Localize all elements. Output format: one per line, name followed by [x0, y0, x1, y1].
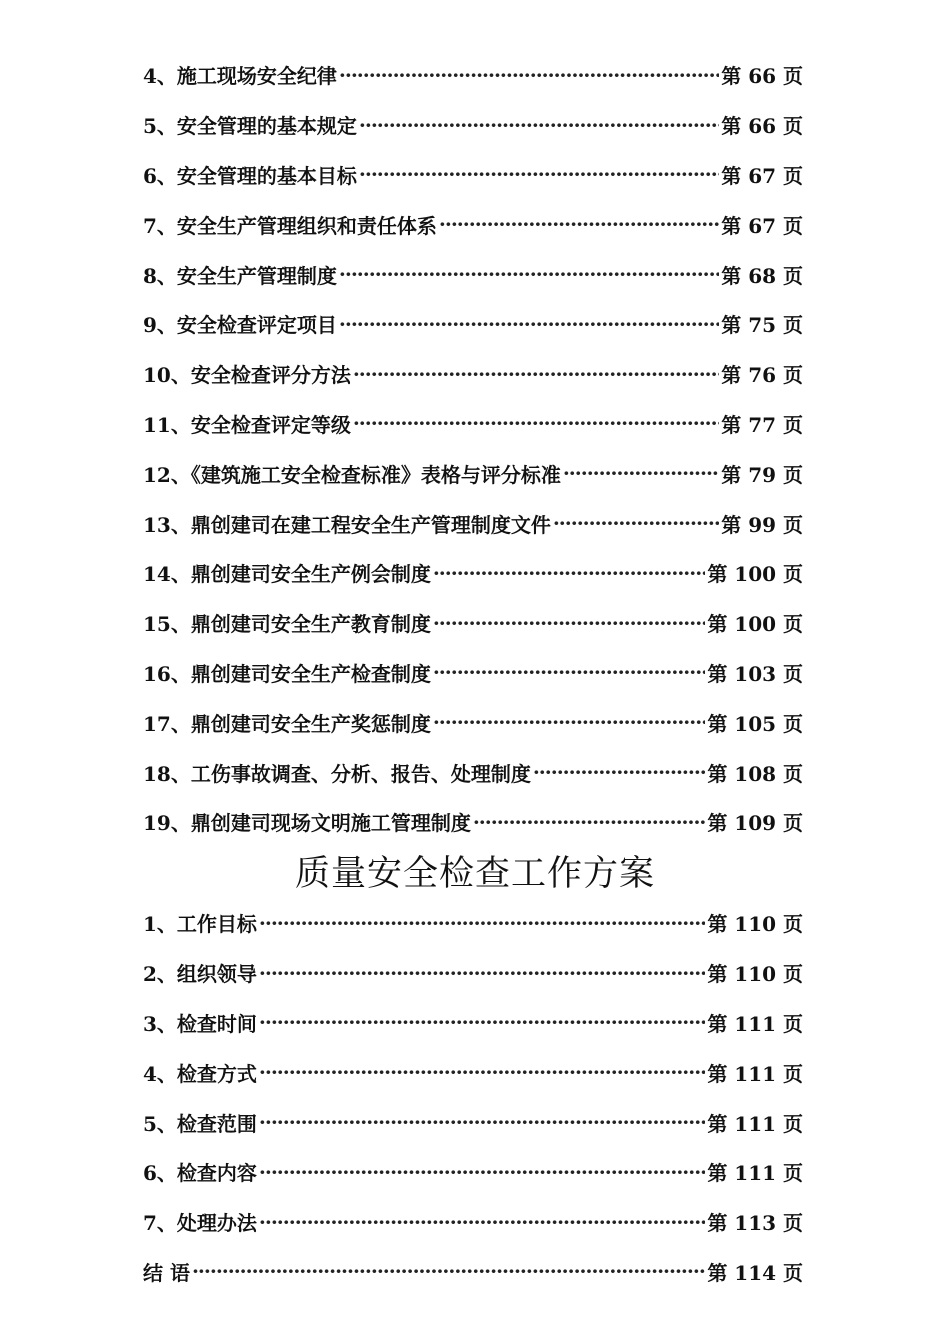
toc-entry-page: 第 111 页	[707, 1061, 803, 1086]
toc-entry[interactable]	[143, 399, 803, 449]
toc-entry-label: 8、安全生产管理制度	[143, 263, 337, 288]
dot-leader	[533, 760, 705, 784]
toc-entry-page: 第 100 页	[707, 562, 803, 587]
toc-entry-label: 15、鼎创建司安全生产教育制度	[143, 612, 431, 637]
toc-section-safety	[143, 50, 803, 847]
dot-leader	[259, 961, 705, 985]
dot-leader	[259, 1060, 705, 1084]
toc-entry-page: 第 67 页	[721, 213, 803, 238]
toc-entry[interactable]	[143, 498, 803, 548]
toc-entry-page: 第 75 页	[721, 313, 803, 338]
toc-entry-label: 18、工伤事故调查、分析、报告、处理制度	[143, 761, 531, 786]
toc-entry[interactable]	[143, 598, 803, 648]
toc-entry[interactable]	[143, 249, 803, 299]
dot-leader	[433, 561, 705, 585]
toc-entry[interactable]	[143, 1147, 803, 1197]
toc-entry-label: 19、鼎创建司现场文明施工管理制度	[143, 811, 471, 836]
toc-entry-page: 第 79 页	[721, 462, 803, 487]
toc-entry-page: 第 114 页	[707, 1260, 803, 1285]
toc-entry[interactable]	[143, 548, 803, 598]
toc-entry-page: 第 111 页	[707, 1111, 803, 1136]
toc-entry-label: 结 语	[143, 1260, 190, 1285]
toc-entry[interactable]	[143, 1047, 803, 1097]
toc-entry-page: 第 77 页	[721, 412, 803, 437]
toc-entry[interactable]	[143, 150, 803, 200]
toc-entry-page: 第 110 页	[707, 962, 803, 987]
toc-entry-label: 5、安全管理的基本规定	[143, 114, 357, 139]
dot-leader	[359, 162, 719, 186]
toc-entry-label: 5、检查范围	[143, 1111, 257, 1136]
toc-entry-label: 6、安全管理的基本目标	[143, 163, 357, 188]
toc-entry[interactable]	[143, 349, 803, 399]
toc-entry-page: 第 111 页	[707, 1161, 803, 1186]
dot-leader	[192, 1259, 705, 1283]
dot-leader	[339, 262, 719, 286]
toc-entry-label: 10、安全检查评分方法	[143, 363, 351, 388]
dot-leader	[353, 362, 719, 386]
toc-entry-label: 4、施工现场安全纪律	[143, 64, 337, 89]
dot-leader	[433, 660, 705, 684]
dot-leader	[553, 511, 719, 535]
toc-entry-label: 3、检查时间	[143, 1011, 257, 1036]
toc-entry-page: 第 113 页	[707, 1211, 803, 1236]
toc-entry[interactable]	[143, 747, 803, 797]
toc-entry[interactable]	[143, 898, 803, 948]
dot-leader	[339, 312, 719, 336]
toc-entry-label: 2、组织领导	[143, 962, 257, 987]
dot-leader	[259, 1010, 705, 1034]
dot-leader	[259, 1160, 705, 1184]
dot-leader	[259, 911, 705, 935]
toc-entry[interactable]	[143, 448, 803, 498]
toc-entry-page: 第 66 页	[721, 114, 803, 139]
toc-entry[interactable]	[143, 199, 803, 249]
toc-entry[interactable]	[143, 1247, 803, 1297]
section-title: 质量安全检查工作方案	[294, 854, 655, 894]
toc-entry[interactable]	[143, 998, 803, 1048]
toc-entry[interactable]	[143, 948, 803, 998]
toc-entry-page: 第 105 页	[707, 711, 803, 736]
toc-entry-page: 第 110 页	[707, 912, 803, 937]
dot-leader	[433, 611, 705, 635]
toc-entry-label: 16、鼎创建司安全生产检查制度	[143, 661, 431, 686]
dot-leader	[439, 212, 719, 236]
dot-leader	[359, 113, 719, 137]
toc-entry-label: 12、《建筑施工安全检查标准》表格与评分标准	[143, 462, 561, 487]
toc-section-inspection-plan	[143, 898, 803, 1296]
toc-entry[interactable]	[143, 1197, 803, 1247]
toc-entry[interactable]	[143, 1097, 803, 1147]
dot-leader	[563, 461, 719, 485]
toc-entry-label: 6、检查内容	[143, 1161, 257, 1186]
toc-entry-label: 1、工作目标	[143, 912, 257, 937]
toc-entry[interactable]	[143, 697, 803, 747]
dot-leader	[339, 63, 719, 87]
toc-entry-page: 第 100 页	[707, 612, 803, 637]
toc-entry[interactable]	[143, 797, 803, 847]
toc-entry-page: 第 108 页	[707, 761, 803, 786]
toc-entry[interactable]	[143, 648, 803, 698]
toc-entry[interactable]	[143, 100, 803, 150]
toc-entry-label: 14、鼎创建司安全生产例会制度	[143, 562, 431, 587]
toc-entry-label: 9、安全检查评定项目	[143, 313, 337, 338]
toc-entry-page: 第 67 页	[721, 163, 803, 188]
toc-entry-label: 7、处理办法	[143, 1211, 257, 1236]
dot-leader	[259, 1210, 705, 1234]
toc-entry-page: 第 68 页	[721, 263, 803, 288]
toc-entry-label: 7、安全生产管理组织和责任体系	[143, 213, 437, 238]
toc-entry[interactable]	[143, 299, 803, 349]
dot-leader	[473, 810, 705, 834]
toc-entry-label: 17、鼎创建司安全生产奖惩制度	[143, 711, 431, 736]
toc-entry[interactable]	[143, 50, 803, 100]
toc-entry-page: 第 111 页	[707, 1011, 803, 1036]
toc-entry-page: 第 99 页	[721, 512, 803, 537]
toc-entry-page: 第 66 页	[721, 64, 803, 89]
dot-leader	[353, 411, 719, 435]
toc-entry-page: 第 76 页	[721, 363, 803, 388]
toc-entry-label: 11、安全检查评定等级	[143, 412, 351, 437]
dot-leader	[433, 710, 705, 734]
toc-entry-label: 13、鼎创建司在建工程安全生产管理制度文件	[143, 512, 551, 537]
toc-entry-label: 4、检查方式	[143, 1061, 257, 1086]
toc-entry-page: 第 103 页	[707, 661, 803, 686]
toc-entry-page: 第 109 页	[707, 811, 803, 836]
dot-leader	[259, 1110, 705, 1134]
